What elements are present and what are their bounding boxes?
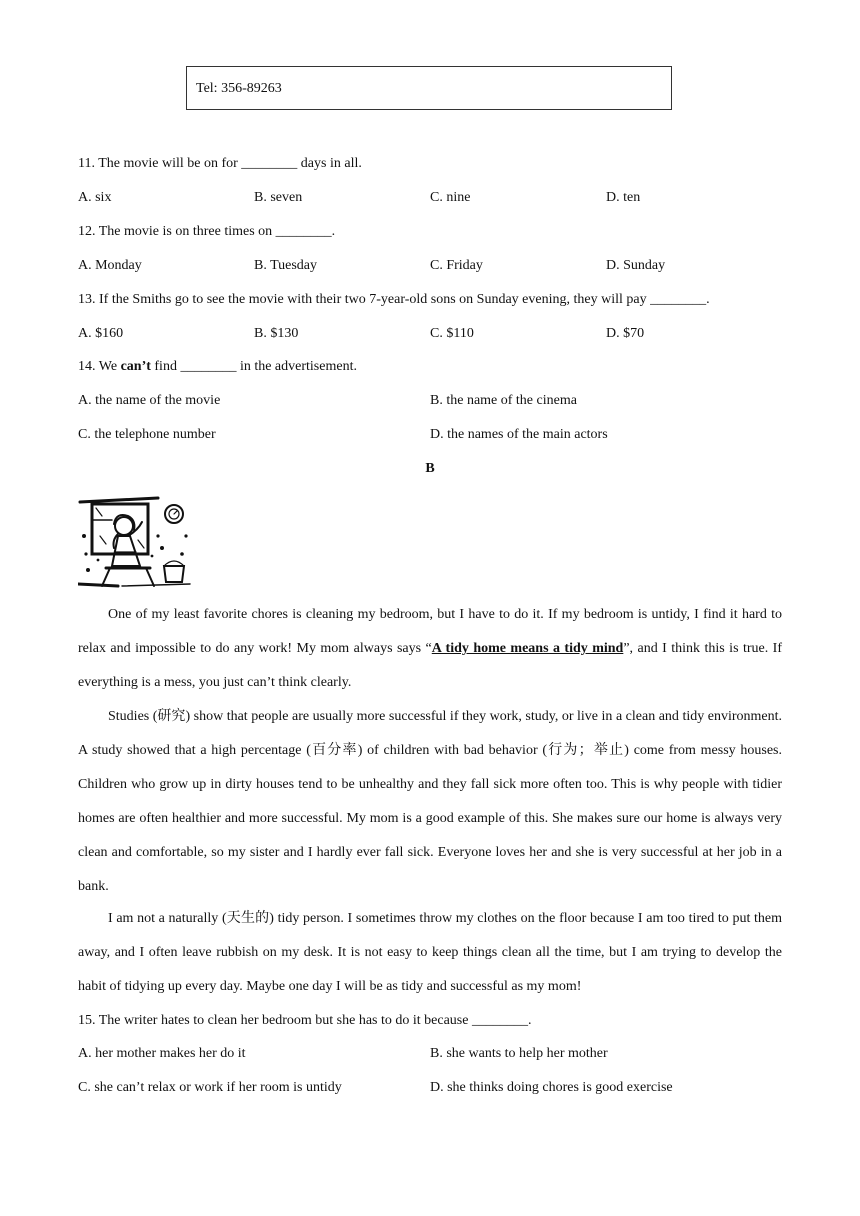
- q14-option-c: C. the telephone number: [78, 427, 216, 442]
- q15-option-c: C. she can’t relax or work if her room is untidy: [78, 1080, 342, 1095]
- q11-option-a: A. six: [78, 190, 112, 205]
- q13-option-a: A. $160: [78, 326, 124, 341]
- q13-option-d: D. $70: [606, 326, 645, 341]
- tel-number: Tel: 356-89263: [196, 81, 282, 96]
- passage-paragraph-2: Studies (研究) show that people are usually more successful if they work, study, or live in a clean and tidy environment. A study showed that a high percentage (百分率) of children with bad behavior (行为；举止) come from messy houses. Children who grow up in dirty houses tend to be unhealthy and they fall sick more often too. This is why people with tidier homes are often healthier and more successful. My mom is a good example of this. She makes sure our home is always very clean and comfortable, so my sister and I hardly ever fall sick. Everyone loves her and she is very successful at her job in a bank.: [78, 709, 782, 894]
- q14-option-b: B. the name of the cinema: [430, 393, 577, 408]
- passage-paragraph-3: I am not a naturally (天生的) tidy person. I sometimes throw my clothes on the floor because I am too tired to put them away, and I often leave rubbish on my desk. It is not easy to keep things clean all the time, but I am trying to develop the habit of tidying up every day. Maybe one day I will be as tidy and successful as my mom!: [78, 911, 782, 994]
- cleaning-girl-illustration: [78, 496, 192, 588]
- q14-stem-post: find ________ in the advertisement.: [150, 359, 357, 374]
- q14-stem-bold: can’t: [120, 359, 151, 374]
- q11-option-c: C. nine: [430, 190, 471, 205]
- advertisement-box: [186, 66, 672, 110]
- q12-option-c: C. Friday: [430, 258, 483, 273]
- passage-paragraph-1: [78, 598, 782, 700]
- question-15-stem: 15. The writer hates to clean her bedroom but she has to do it because ________.: [78, 1013, 532, 1028]
- q11-option-d: D. ten: [606, 190, 641, 205]
- q15-option-d: D. she thinks doing chores is good exercise: [430, 1080, 673, 1095]
- q14-stem-pre: 14. We: [78, 359, 121, 374]
- q15-option-b: B. she wants to help her mother: [430, 1046, 608, 1061]
- section-heading: B: [425, 461, 435, 476]
- p1-post: ”, and I think this is true. If everything is a mess, you just can’t think clearly.: [78, 641, 782, 690]
- q14-option-a: A. the name of the movie: [78, 393, 221, 408]
- q15-option-a: A. her mother makes her do it: [78, 1046, 246, 1061]
- q13-option-c: C. $110: [430, 326, 474, 341]
- question-14-stem: [78, 358, 357, 376]
- question-12-stem: 12. The movie is on three times on ________.: [78, 224, 336, 239]
- question-13-stem: 13. If the Smiths go to see the movie with their two 7-year-old sons on Sunday evening, they will pay ________.: [78, 292, 710, 307]
- q12-option-d: D. Sunday: [606, 258, 666, 273]
- q14-option-d: D. the names of the main actors: [430, 427, 608, 442]
- q12-option-a: A. Monday: [78, 258, 142, 273]
- p1-pre: One of my least favorite chores is cleaning my bedroom, but I have to do it. If my bedroom is untidy, I find it hard to relax and impossible to do any work! My mom always says “: [78, 607, 782, 656]
- question-11-stem: 11. The movie will be on for ________ days in all.: [78, 156, 362, 171]
- p1-quote: A tidy home means a tidy mind: [431, 641, 624, 656]
- q11-option-b: B. seven: [254, 190, 303, 205]
- q13-option-b: B. $130: [254, 326, 299, 341]
- q12-option-b: B. Tuesday: [254, 258, 318, 273]
